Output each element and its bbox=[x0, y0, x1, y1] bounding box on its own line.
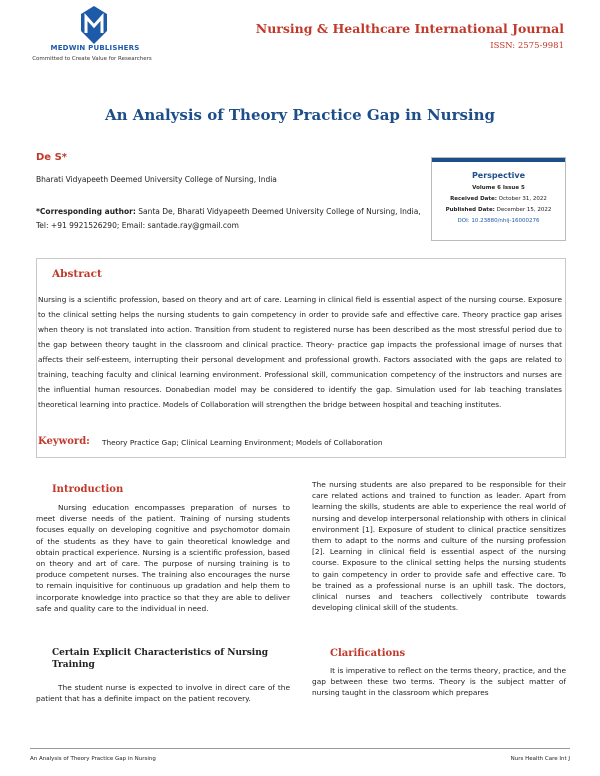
journal-name: Nursing & Healthcare International Journal bbox=[255, 21, 564, 36]
clarifications-text: It is imperative to reflect on the terms theory, practice, and the gap between these two terms. Theory is the subject matter of nursing taught in the classroom which prepares bbox=[312, 666, 566, 698]
footer-divider bbox=[30, 748, 570, 749]
characteristics-heading: Certain Explicit Characteristics of Nursing Training bbox=[52, 648, 269, 670]
received-date: Received Date: October 31, 2022 bbox=[450, 196, 547, 202]
abstract-text: Nursing is a scientific profession, based on theory and art of care. Learning in clinical field is essential aspect of the nursing course. Exposure to the clinical setting helps the nursing students to gain competency in order to provide safe and effective care. Theory practice gap arises when theory is not translated into action. Transition from student to registered nurse has been described as the most stressful period due to the gap between theory taught in the classroom and clinical practice. Theory- practice gap impacts the professional image of nurses that affects their self-esteem, interrupting their personal development and professional growth. Factors associated with the gaps are related to training, teaching faculty and clinical learning environment. Professional skill, communication competency of the instructors and nurses are the influential human resources. Donabedian model may be considered to identify the gap. Simulation used for lab teaching translates theoretical learning into practice. Models of Collaboration will strengthen the bridge between hospital and teaching institutes. bbox=[38, 295, 562, 409]
corresponding-author bbox=[36, 205, 421, 233]
article-info-box bbox=[431, 157, 566, 241]
characteristics-text: The student nurse is expected to involve in direct care of the patient that has a definite impact on the patient recovery. bbox=[36, 683, 290, 704]
issn: ISSN: 2575-9981 bbox=[490, 41, 564, 51]
keywords: Theory Practice Gap; Clinical Learning Environment; Models of Collaboration bbox=[102, 438, 383, 447]
article-title: An Analysis of Theory Practice Gap in Nursing bbox=[104, 106, 496, 124]
volume-issue: Volume 6 Issue 5 bbox=[472, 185, 525, 191]
clarifications-heading: Clarifications bbox=[330, 648, 406, 659]
author-name: De S* bbox=[36, 152, 67, 163]
footer-running-title: An Analysis of Theory Practice Gap in Nursing bbox=[30, 756, 156, 762]
right-column-text: The nursing students are also prepared to be responsible for their care related actions and trained to function as leader. Apart from learning the skills, students are able to experience the real world of nursing and develop interpersonal relationship with others in clinical environment [1]. Exposure of student to clinical practice sensitizes them to adapt to the norms and culture of the nursing profession [2]. Learning in clinical field is essential aspect of the nursing course. Exposure to the clinical setting helps the nursing students to gain competency in order to provide safe and effective care. To be trained as a professional nurse is an uphill task. The doctors, clinical nurses and teachers collectively contribute towards developing clinical skill of the students. bbox=[312, 480, 566, 613]
publisher-name: MEDWIN PUBLISHERS bbox=[50, 44, 140, 52]
medwin-logo-icon bbox=[80, 5, 108, 45]
published-date: Published Date: December 15, 2022 bbox=[445, 207, 552, 213]
footer-journal-abbrev: Nurs Health Care Int J bbox=[510, 756, 570, 762]
corresponding-details: Santa De, Bharati Vidyapeeth Deemed University College of Nursing, India, Tel: +91 9921526290; Email: santade.ray@gmail.com bbox=[36, 207, 421, 230]
affiliation: Bharati Vidyapeeth Deemed University College of Nursing, India bbox=[36, 175, 277, 184]
article-type: Perspective bbox=[471, 171, 526, 180]
abstract-heading: Abstract bbox=[52, 268, 102, 280]
introduction-heading: Introduction bbox=[52, 484, 124, 495]
doi-link[interactable]: DOI: 10.23880/nhij-16000276 bbox=[457, 218, 540, 224]
info-box-header-bar bbox=[432, 158, 565, 162]
keyword-label: Keyword: bbox=[38, 436, 90, 447]
introduction-text: Nursing education encompasses preparation of nurses to meet diverse needs of the patient. Training of nursing students focuses equally on developing cognitive and psychomotor domain of the students as they have to gain theoretical knowledge and obtain practical experience. Nursing is a scientific profession, based on theory and art of care. The purpose of nursing training is to produce competent nurses. The training also encourages the nurse to remain inquisitive for continuous up gradation and help them to incorporate knowledge into practice so that they are able to deliver safe and quality care to the individual in need. bbox=[36, 503, 290, 613]
corresponding-label: *Corresponding author: bbox=[36, 207, 136, 216]
publisher-tagline: Committed to Create Value for Researchers bbox=[32, 56, 152, 62]
